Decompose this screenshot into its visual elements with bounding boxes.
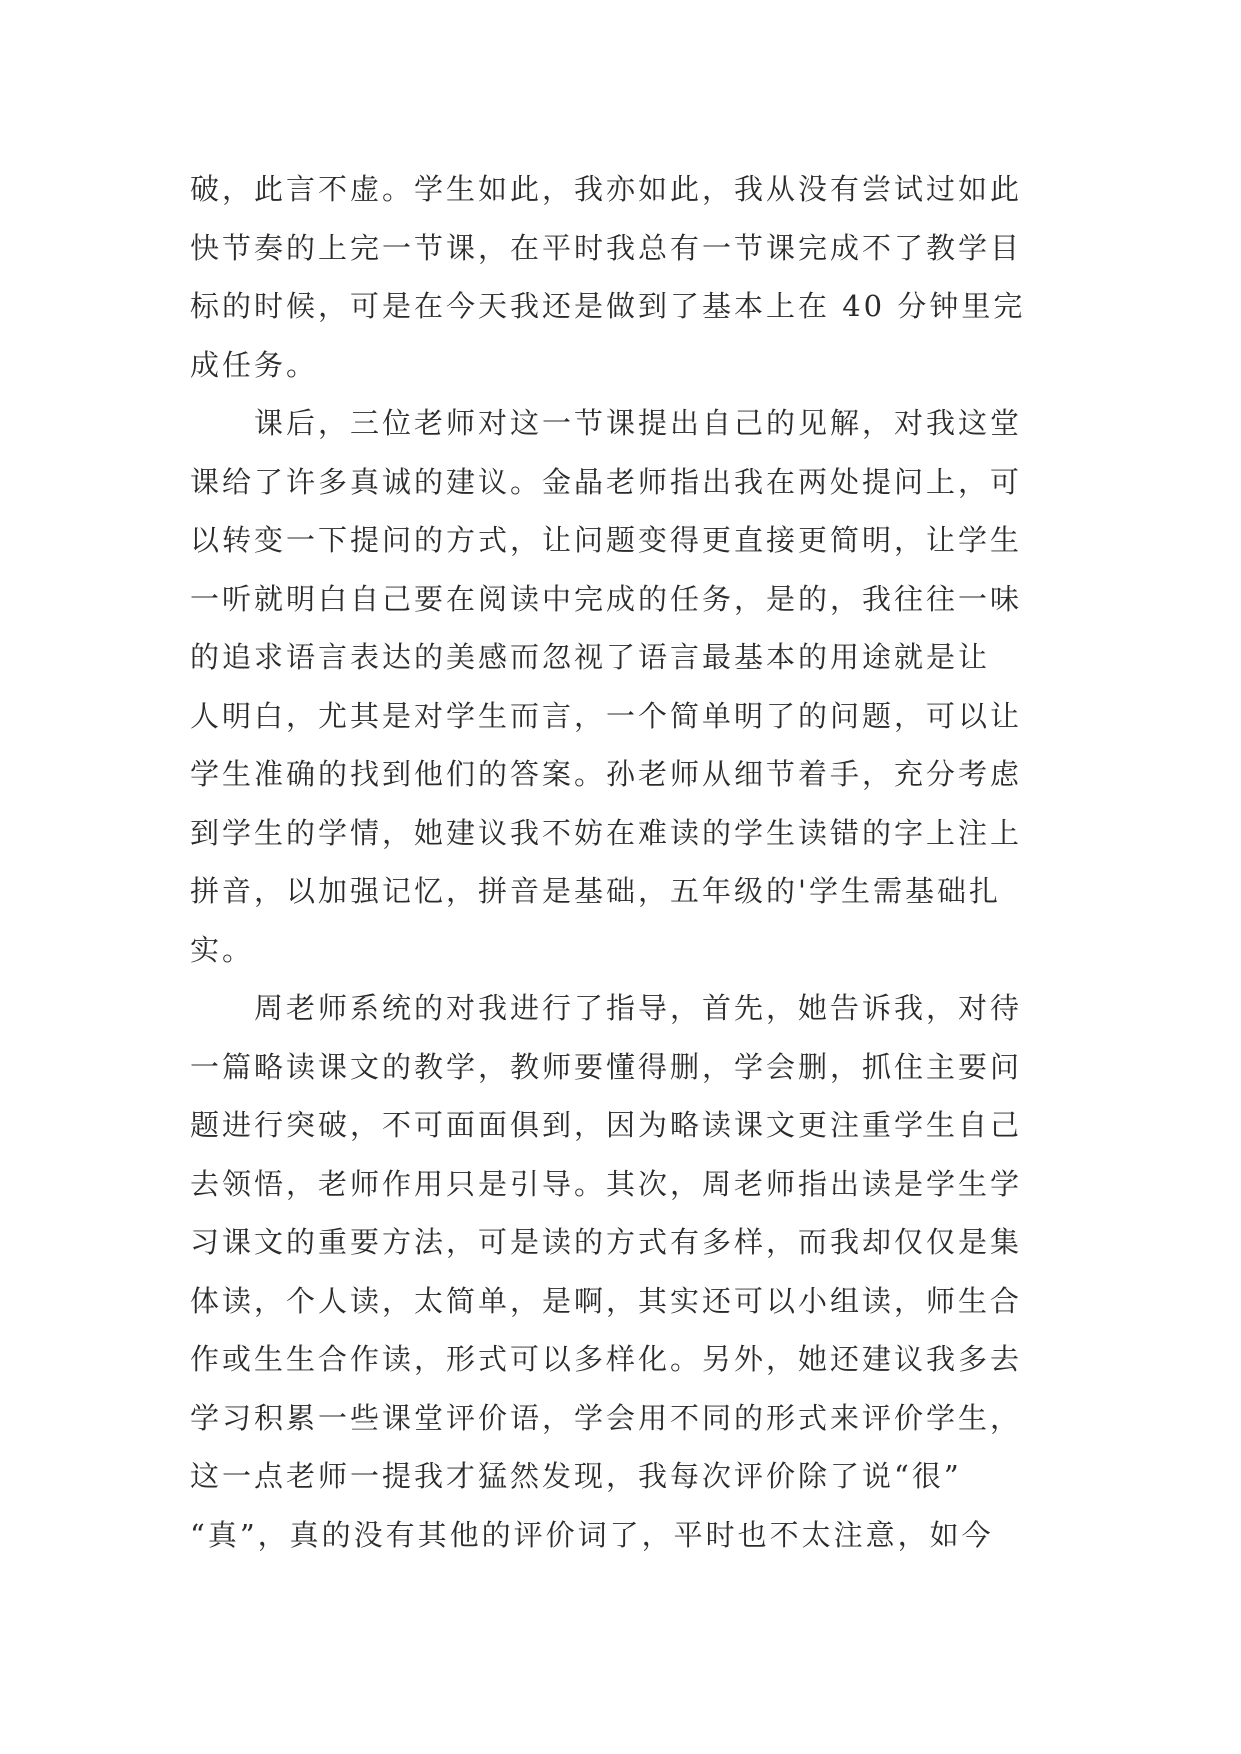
text-line: 以转变一下提问的方式，让问题变得更直接更简明，让学生 (190, 523, 1023, 557)
text-line: 到学生的学情，她建议我不妨在难读的学生读错的字上注上 (190, 815, 1023, 850)
text-line: 快节奏的上完一节课，在平时我总有一节课完成不了教学目 (190, 230, 1023, 265)
text-line: 周老师系统的对我进行了指导，首先，她告诉我，对待 (254, 991, 1023, 1025)
text-line: 的追求语言表达的美感而忽视了语言最基本的用途就是让 (190, 640, 991, 674)
text-line: “真”，真的没有其他的评价词了，平时也不太注意，如今 (190, 1517, 994, 1552)
text-line: 学习积累一些课堂评价语，学会用不同的形式来评价学生， (190, 1400, 1023, 1435)
text-line: 题进行突破，不可面面俱到，因为略读课文更注重学生自己 (190, 1108, 1023, 1142)
text-line: 这一点老师一提我才猛然发现，我每次评价除了说“很” (190, 1459, 962, 1493)
text-line: 一听就明白自己要在阅读中完成的任务，是的，我往往一味 (190, 581, 1023, 616)
text-line: 学生准确的找到他们的答案。孙老师从细节着手，充分考虑 (190, 757, 1023, 791)
text-line: 作或生生合作读，形式可以多样化。另外，她还建议我多去 (190, 1342, 1023, 1376)
paragraph (190, 394, 1050, 979)
text-line: 成任务。 (190, 347, 319, 382)
paragraph (190, 160, 1050, 394)
text-line: 拼音，以加强记忆，拼音是基础，五年级的'学生需基础扎 (190, 874, 1001, 908)
text-line: 体读，个人读，太简单，是啊，其实还可以小组读，师生合 (190, 1283, 1023, 1318)
text-line: 一篇略读课文的教学，教师要懂得删，学会删，抓住主要问 (190, 1049, 1023, 1084)
text-line: 习课文的重要方法，可是读的方式有多样，而我却仅仅是集 (190, 1225, 1023, 1259)
text-line: 标的时候，可是在今天我还是做到了基本上在 40 分钟里完 (190, 289, 1026, 323)
text-line: 去领悟，老师作用只是引导。其次，周老师指出读是学生学 (190, 1166, 1023, 1201)
text-line: 破，此言不虚。学生如此，我亦如此，我从没有尝试过如此 (190, 172, 1023, 206)
text-line: 课后，三位老师对这一节课提出自己的见解，对我这堂 (254, 406, 1023, 440)
text-line: 课给了许多真诚的建议。金晶老师指出我在两处提问上，可 (190, 464, 1023, 499)
document-body (190, 160, 1050, 1564)
text-line: 人明白，尤其是对学生而言，一个简单明了的问题，可以让 (190, 698, 1023, 733)
text-line: 实。 (190, 932, 255, 967)
paragraph (190, 979, 1050, 1564)
